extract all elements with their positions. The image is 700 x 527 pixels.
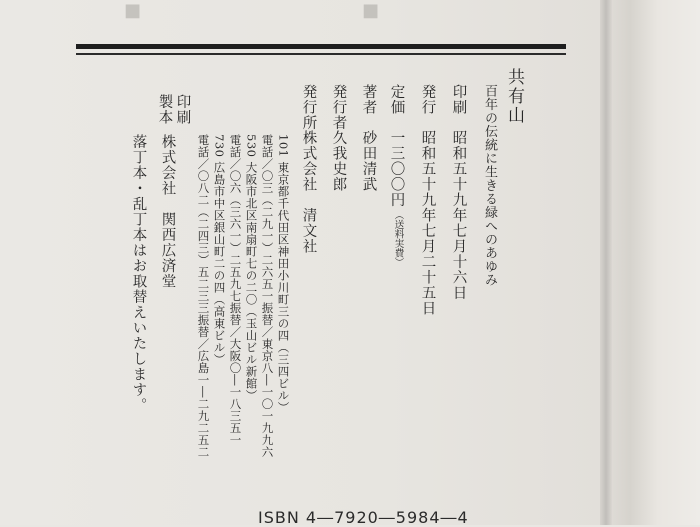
price-note: （送料実費） xyxy=(392,210,404,267)
address-osaka: 530 大阪市北区南扇町七の二〇（玉山ビル新館） xyxy=(244,134,259,402)
printer-name: 株式会社 関西広済堂 xyxy=(159,134,176,289)
isbn: ISBN 4―7920―5984―4 xyxy=(258,508,469,527)
price-value: 一三〇〇円 xyxy=(388,130,405,208)
phone-tokyo: 電話／〇三（二九一）二六五一振替／東京八―一〇一九九六 xyxy=(260,134,275,458)
address-hiroshima: 730 広島市中区銀山町二の四（高東ビル） xyxy=(212,134,227,366)
book-subtitle: 百年の伝統に生きる緑へのあゆみ xyxy=(482,84,497,287)
author-label: 著者 xyxy=(360,84,377,115)
phone-hiroshima: 電話／〇八二（二四三）五二三三振替／広島一―二九二五二 xyxy=(196,134,211,458)
thin-rule xyxy=(76,53,566,55)
issue-date: 昭和五十九年七月二十五日 xyxy=(419,130,436,316)
show-through-text: ■ xyxy=(122,0,143,25)
page-edge-shadow xyxy=(600,0,612,525)
author-name: 砂田清武 xyxy=(360,130,377,192)
printing-date: 昭和五十九年七月十六日 xyxy=(450,130,467,301)
publisher-person: 久我史郎 xyxy=(330,130,347,192)
replacement-notice: 落丁本・乱丁本はお取替えいたします。 xyxy=(130,134,147,413)
bind-label: 製本 xyxy=(156,94,173,125)
publisher-label: 発行所 xyxy=(300,84,317,131)
publisher-person-label: 発行者 xyxy=(330,84,347,131)
publisher-name: 株式会社 清文社 xyxy=(300,130,317,254)
book-title: 共有山 xyxy=(504,68,524,125)
thick-rule xyxy=(76,44,566,49)
print-label: 印刷 xyxy=(174,94,191,125)
price-label: 定価 xyxy=(388,84,405,115)
phone-osaka: 電話／〇六（三六一）二五九七振替／大阪〇―一八三五一 xyxy=(228,134,243,446)
address-tokyo: 101 東京都千代田区神田小川町三の四（三四ビル） xyxy=(276,134,291,414)
printing-label: 印刷 xyxy=(450,84,467,115)
issue-label: 発行 xyxy=(419,84,436,115)
show-through-text: ■ xyxy=(360,0,381,25)
